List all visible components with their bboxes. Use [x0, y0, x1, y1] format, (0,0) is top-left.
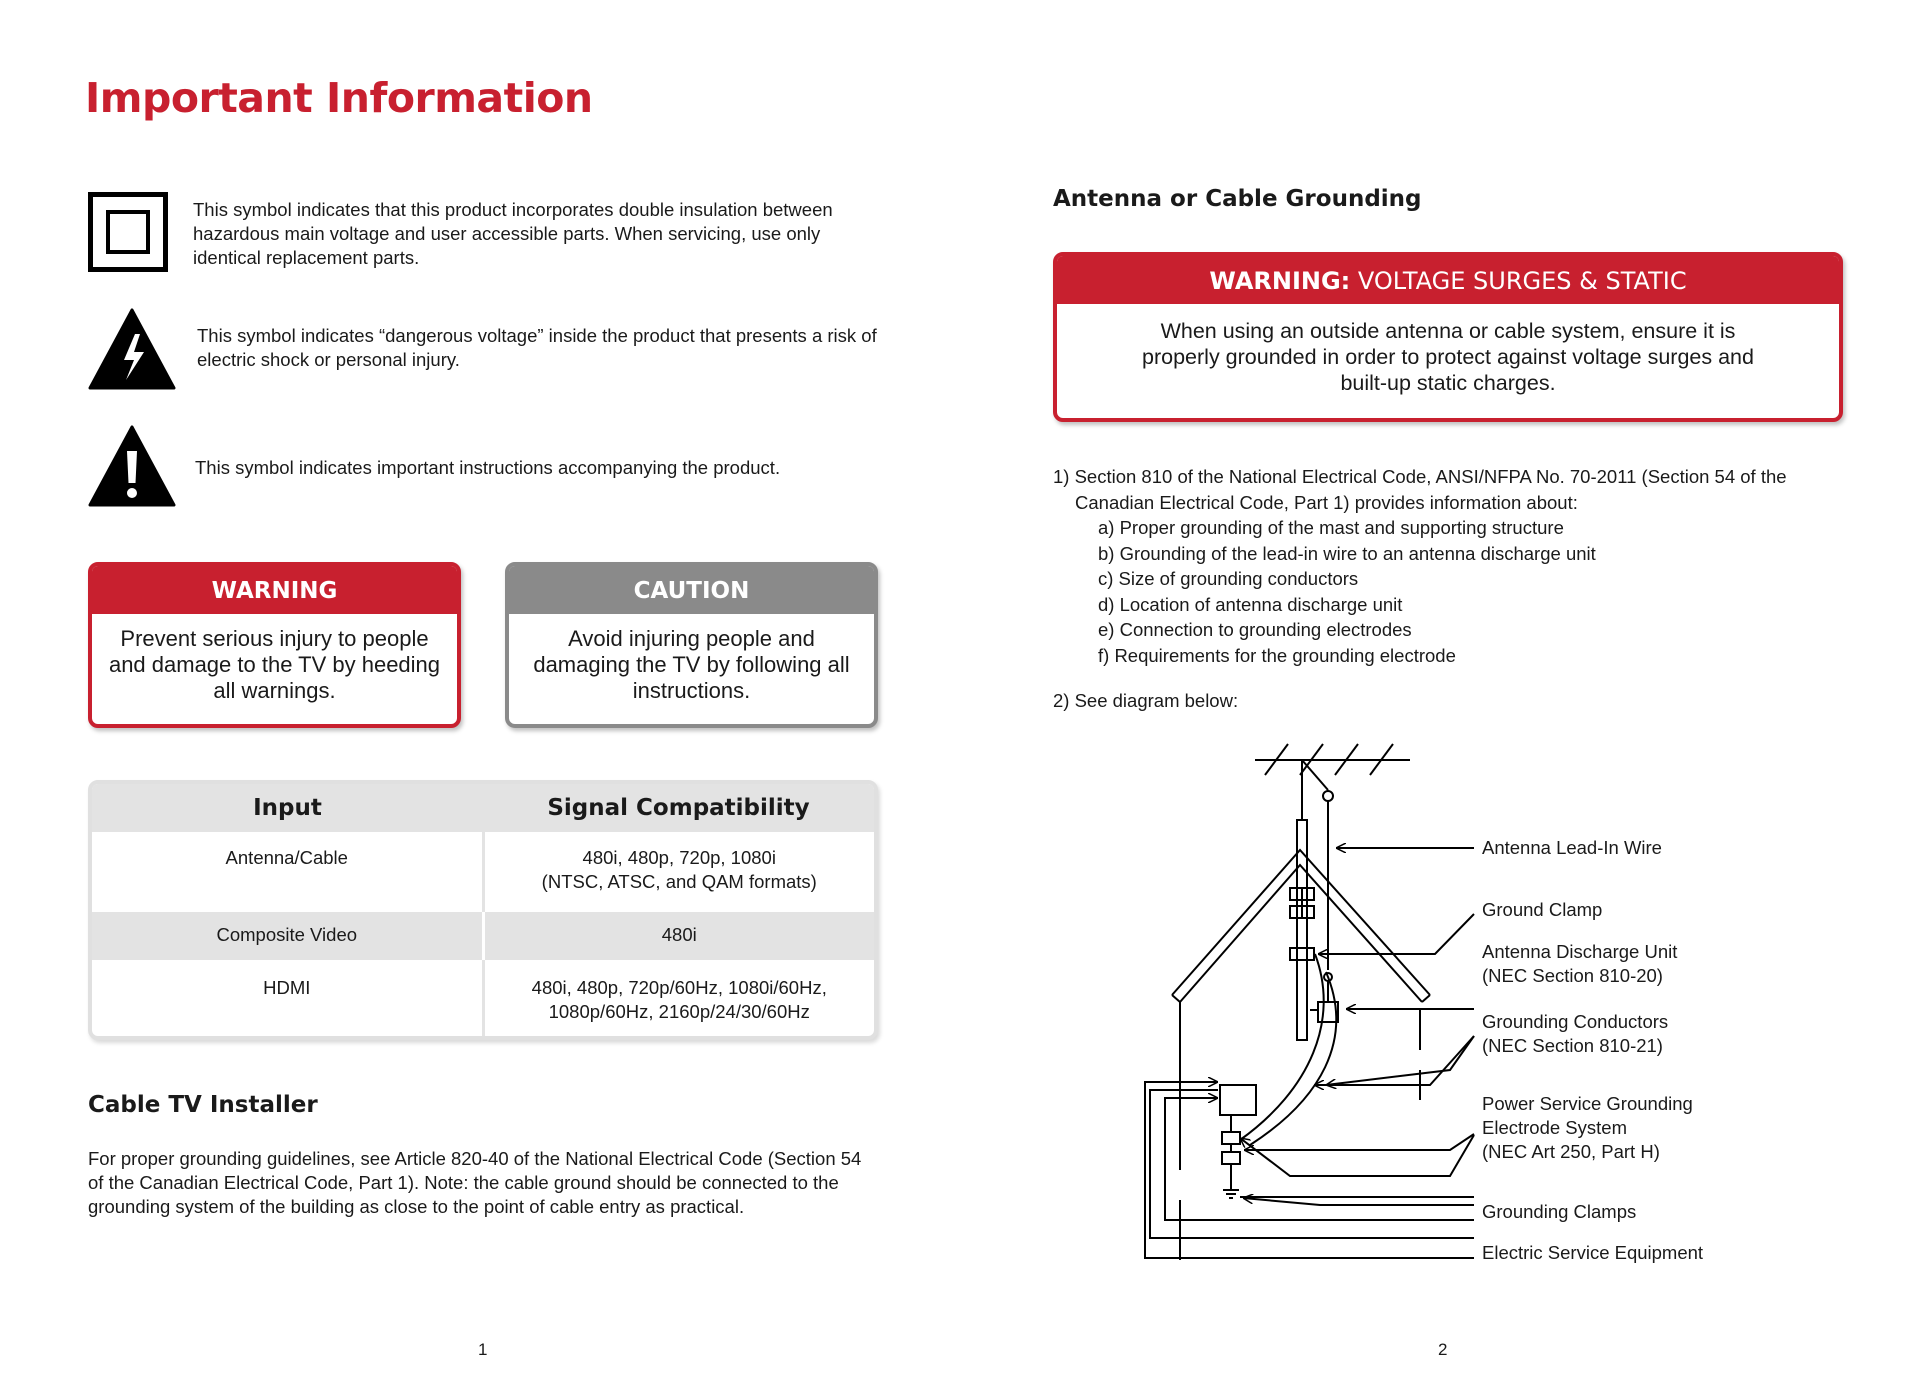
caution-box	[505, 562, 878, 728]
table-cell-input: HDMI	[92, 960, 483, 1036]
label-line: Antenna Discharge Unit	[1482, 941, 1678, 962]
diagram-label-discharge-unit	[1482, 940, 1677, 988]
grounding-diagram	[1140, 740, 1780, 1280]
label-line: Grounding Conductors	[1482, 1011, 1669, 1032]
voltage-surge-heading-bold: WARNING:	[1209, 267, 1351, 295]
table-header-input: Input	[92, 784, 483, 832]
warning-body: Prevent serious injury to people and damage to the TV by heeding all warnings.	[108, 626, 441, 703]
voltage-surge-heading-rest: VOLTAGE SURGES & STATIC	[1350, 267, 1687, 295]
page-number-left: 1	[478, 1340, 488, 1359]
list-subitem: c) Size of grounding conductors	[1098, 568, 1359, 589]
signal-line: 480i, 480p, 720p, 1080i	[582, 847, 776, 868]
list-subitem: b) Grounding of the lead-in wire to an antenna discharge unit	[1098, 542, 1596, 564]
diagram-label-grounding-clamps: Grounding Clamps	[1482, 1201, 1637, 1222]
list-item: 2) See diagram below:	[1053, 690, 1239, 711]
voltage-surge-warning-box	[1053, 252, 1843, 422]
symbol-description: This symbol indicates that this product incorporates double insulation between hazardous main voltage and user accessible parts. When servicing, use only identical replacement parts.	[193, 199, 833, 268]
label-line: (NEC Art 250, Part H)	[1482, 1141, 1660, 1162]
voltage-surge-heading	[1057, 256, 1839, 304]
table-row	[92, 832, 874, 912]
antenna-grounding-heading: Antenna or Cable Grounding	[1053, 186, 1422, 212]
table-row	[92, 960, 874, 1036]
list-item: Canadian Electrical Code, Part 1) provides information about:	[1075, 491, 1578, 513]
page-number-right: 2	[1438, 1340, 1448, 1359]
label-line: (NEC Section 810-21)	[1482, 1035, 1663, 1056]
diagram-label-ground-clamp: Ground Clamp	[1482, 899, 1603, 920]
signal-compatibility-table	[88, 780, 878, 1040]
diagram-label-electric-service: Electric Service Equipment	[1482, 1242, 1704, 1263]
list-subitem: d) Location of antenna discharge unit	[1098, 593, 1403, 615]
table-header-signal: Signal Compatibility	[483, 784, 874, 832]
symbol-description: This symbol indicates important instructions accompanying the product.	[195, 457, 781, 478]
list-subitem: a) Proper grounding of the mast and supporting structure	[1098, 517, 1564, 538]
list-subitem: e) Connection to grounding electrodes	[1098, 619, 1412, 640]
dangerous-voltage-icon	[88, 308, 176, 390]
warning-box	[88, 562, 461, 728]
cable-installer-body: For proper grounding guidelines, see Article 820-40 of the National Electrical Code (Section 54 of the Canadian Electrical Code, Part 1). Note: the cable ground should be connected to the grounding system of the building as close to the point of cable entry as practical.	[88, 1148, 862, 1217]
grounding-info-list	[1053, 464, 1853, 668]
diagram-label-lead-in-wire: Antenna Lead-In Wire	[1482, 837, 1662, 858]
symbol-description: This symbol indicates “dangerous voltage” inside the product that presents a risk of electric shock or personal injury.	[197, 325, 877, 370]
voltage-surge-body: When using an outside antenna or cable system, ensure it is properly grounded in order to protect against voltage surges and built-up static charges.	[1142, 319, 1754, 395]
diagram-label-power-service	[1482, 1092, 1693, 1164]
signal-line: 480i, 480p, 720p/60Hz, 1080i/60Hz,	[531, 977, 827, 998]
table-cell-input: Antenna/Cable	[92, 832, 483, 912]
table-cell-signal	[483, 960, 874, 1036]
diagram-label-grounding-conductors	[1482, 1010, 1668, 1058]
antenna-icon	[1255, 744, 1410, 970]
exclamation-warning-icon	[88, 425, 176, 507]
caution-heading: CAUTION	[509, 566, 874, 614]
double-insulation-icon	[88, 192, 168, 272]
page-title: Important Information	[85, 74, 593, 122]
list-item: 1) Section 810 of the National Electrical Code, ANSI/NFPA No. 70-2011 (Section 54 of the	[1053, 466, 1787, 487]
signal-line: (NTSC, ATSC, and QAM formats)	[541, 871, 817, 892]
label-line: Electrode System	[1482, 1117, 1627, 1138]
warning-heading: WARNING	[92, 566, 457, 614]
caution-body: Avoid injuring people and damaging the TV by following all instructions.	[533, 626, 850, 703]
table-cell-input: Composite Video	[92, 912, 483, 960]
label-line: Power Service Grounding	[1482, 1093, 1693, 1114]
list-subitem: f) Requirements for the grounding electrode	[1098, 644, 1456, 666]
signal-line: 1080p/60Hz, 2160p/24/30/60Hz	[548, 1001, 810, 1022]
table-row	[92, 912, 874, 960]
label-line: (NEC Section 810-20)	[1482, 965, 1663, 986]
table-cell-signal	[483, 832, 874, 912]
table-cell-signal: 480i	[483, 912, 874, 960]
cable-installer-heading: Cable TV Installer	[88, 1092, 318, 1118]
